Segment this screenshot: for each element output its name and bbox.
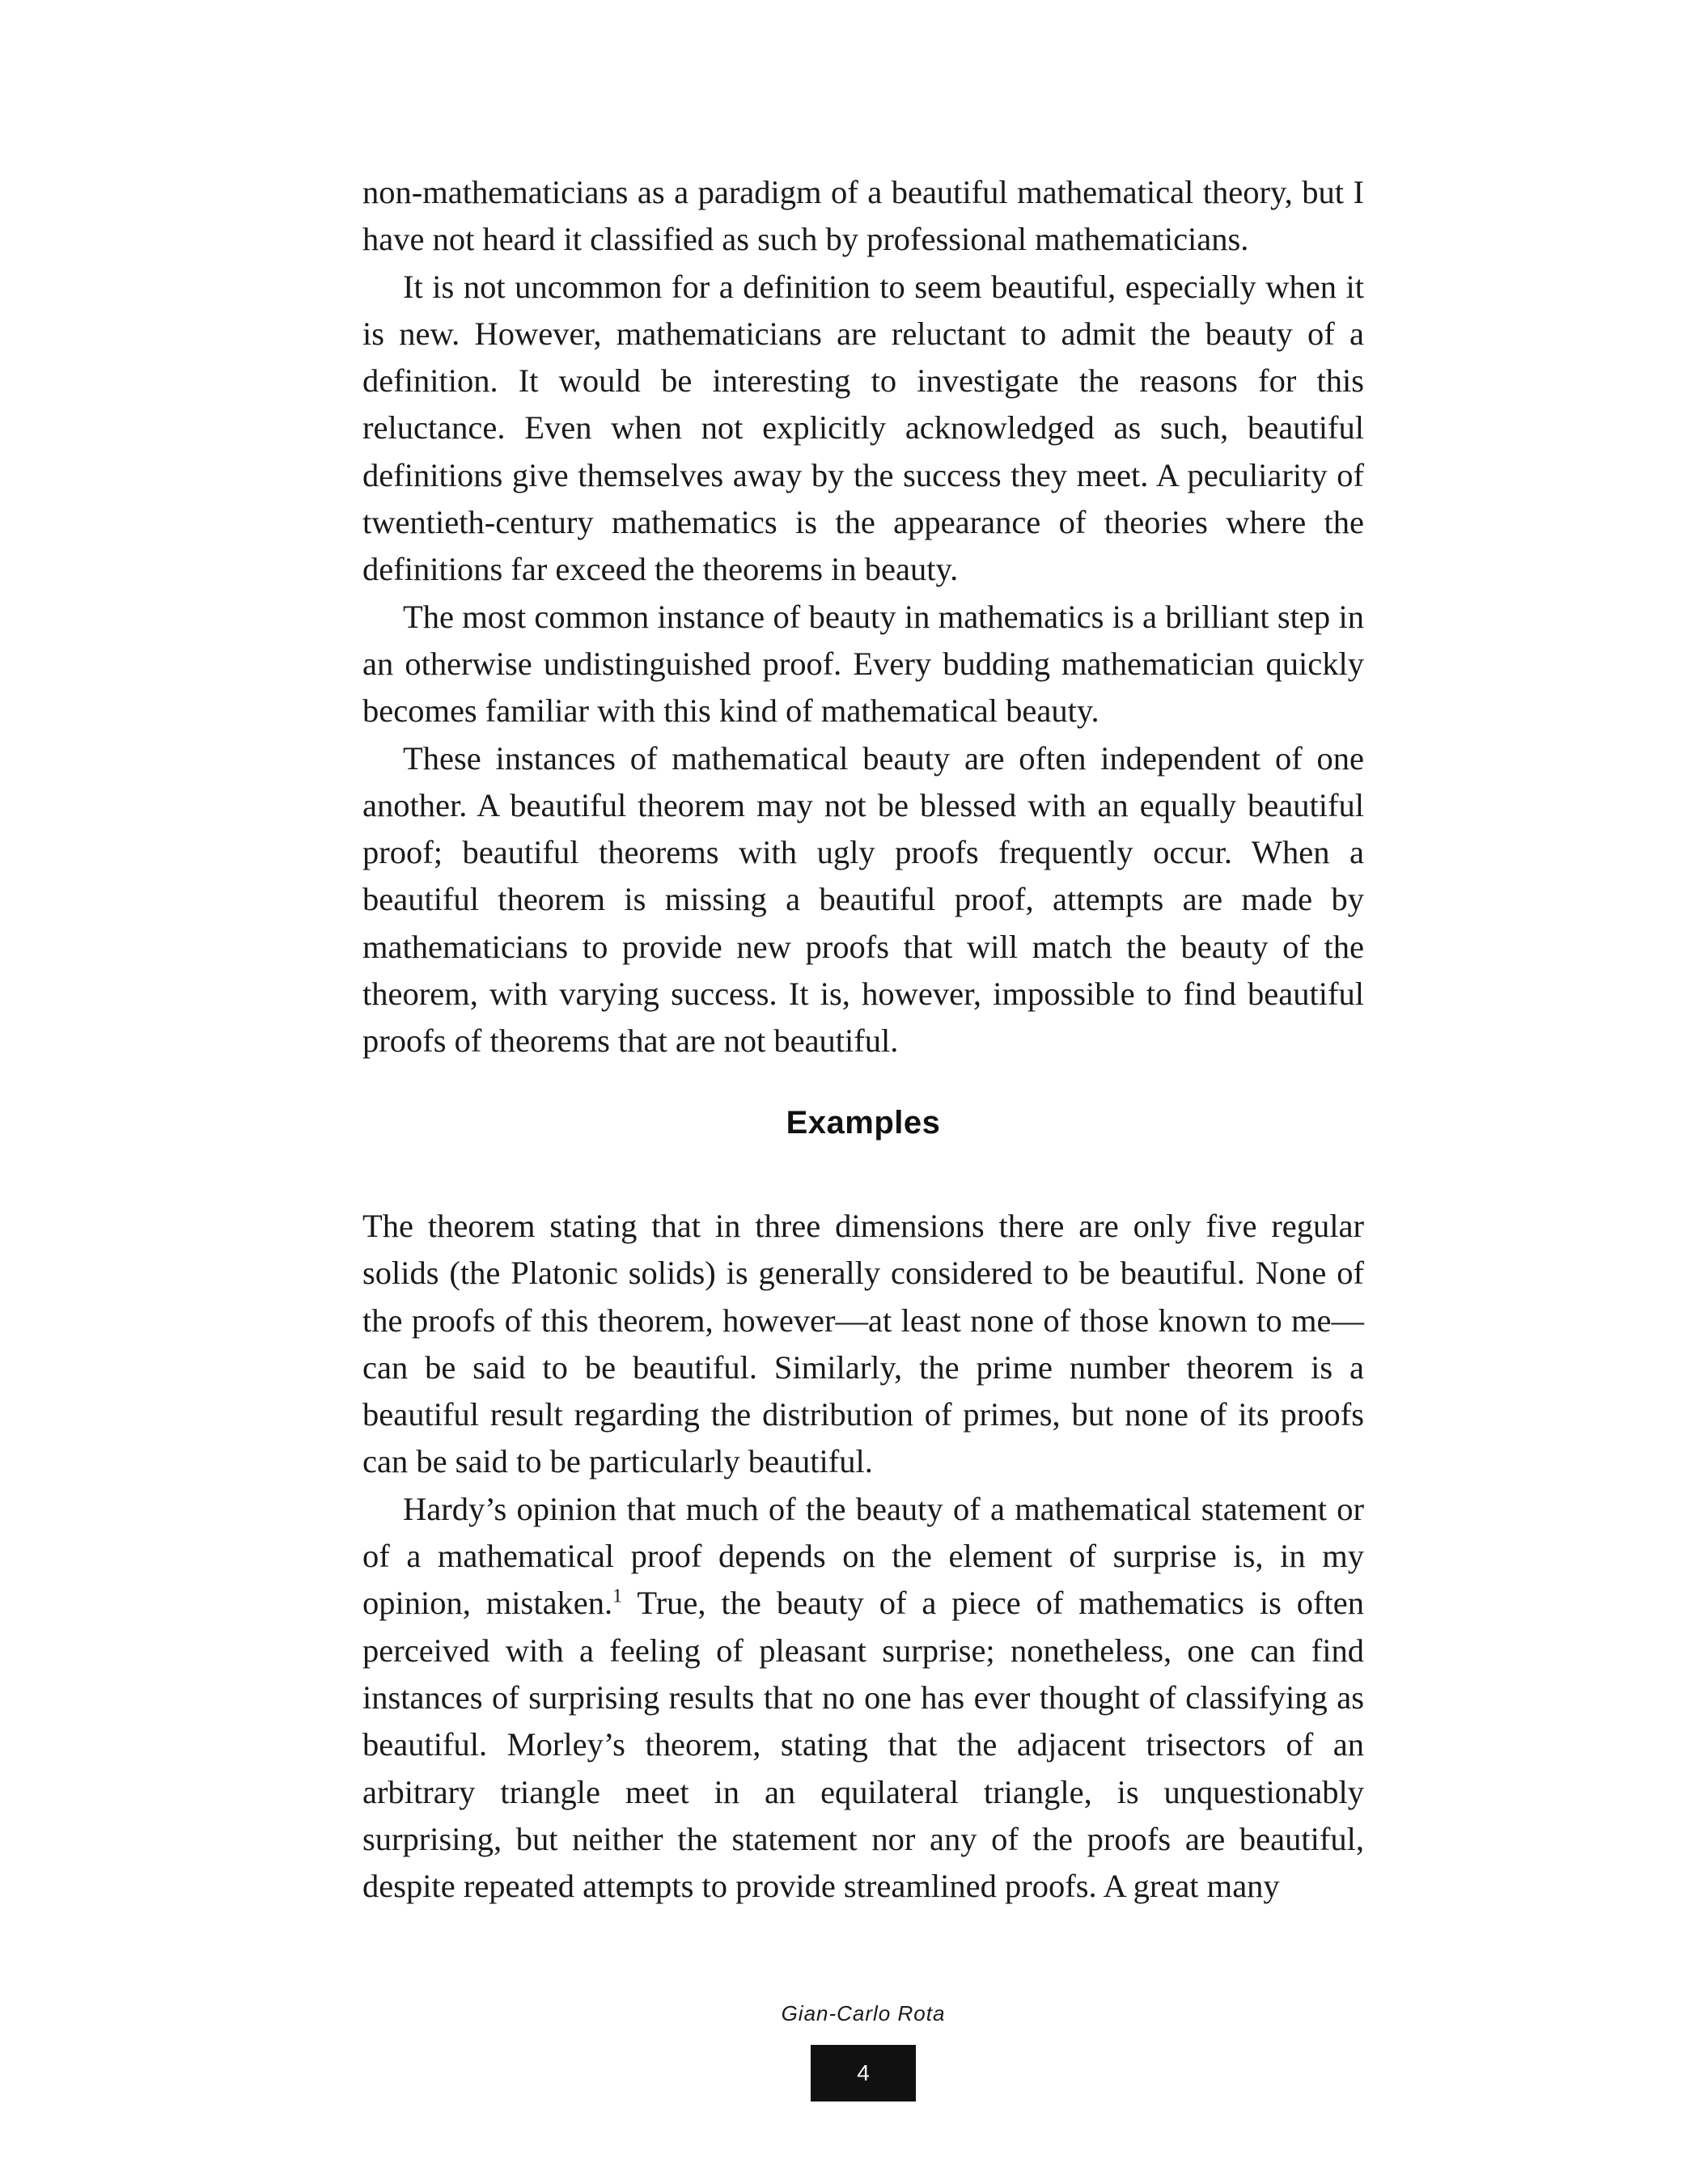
paragraph-independent-instances: These instances of mathematical beauty are often independent of one another. A beautiful theorem may not be blessed with an equally beautiful proof; beautiful theorems with ugly proofs frequently occur. When a beautiful theorem is missing a beautiful proof, attempts are made by mathematicians to provide new proofs that will match the beauty of the theorem, with varying success. It is, however, impossible to find beautiful proofs of theorems that are not beautiful. [362, 739, 1364, 1060]
hardy-text-part2: True, the beauty of a piece of mathematics is often perceived with a feeling of pleasant surprise; nonetheless, one can find instances of surprising results that no one has ever thought of classifying as beautiful. Morley’s theorem, stating that the adjacent trisectors of an arbitrary triangle meet in an equilateral triangle, is unquestionably surprising, but neither the statement nor any of the proofs are beautiful, despite repeated attempts to provide streamlined proofs. A great many [362, 1585, 1364, 1905]
paragraph-hardy-opinion [362, 1486, 1364, 1911]
body-text-top [362, 169, 1364, 1065]
footnote-marker[interactable]: 1 [612, 1585, 623, 1607]
paragraph-continued: non-mathematicians as a paradigm of a beautiful mathematical theory, but I have not heard it classified as such by professional mathematicians. [362, 174, 1364, 258]
paragraph-definitions: It is not uncommon for a definition to seem beautiful, especially when it is new. However, mathematicians are reluctant to admit the beauty of a definition. It would be interesting to investigate the reasons for this reluctance. Even when not explicitly acknowledged as such, beautiful definitions give themselves away by the success they meet. A peculiarity of twentieth-century mathematics is the appearance of theories where the definitions far exceed the theorems in beauty. [362, 268, 1364, 588]
page-number [811, 2045, 916, 2101]
running-footer-author: Gian-Carlo Rota [781, 2001, 946, 2025]
paragraph-brilliant-step: The most common instance of beauty in mathematics is a brilliant step in an otherwise undistinguished proof. Every budding mathematician quickly becomes familiar with this kind of mathematical beauty. [362, 598, 1364, 730]
paragraph-platonic-solids: The theorem stating that in three dimensions there are only five regular solids (the Platonic solids) is generally considered to be beautiful. None of the proofs of this theorem, however—at least none of those known to me—can be said to be beautiful. Similarly, the prime number theorem is a beautiful result regarding the distribution of primes, but none of its proofs can be said to be particularly beautiful. [362, 1208, 1364, 1480]
body-text-bottom [362, 1203, 1364, 1910]
page-number-label: 4 [857, 2060, 870, 2085]
section-heading: Examples [786, 1105, 941, 1141]
hardy-text-part1: Hardy’s opinion that much of the beauty of a mathematical statement or of a mathematical proof depends on the element of surprise is, in my opinion, mistaken. [362, 1490, 1364, 1622]
